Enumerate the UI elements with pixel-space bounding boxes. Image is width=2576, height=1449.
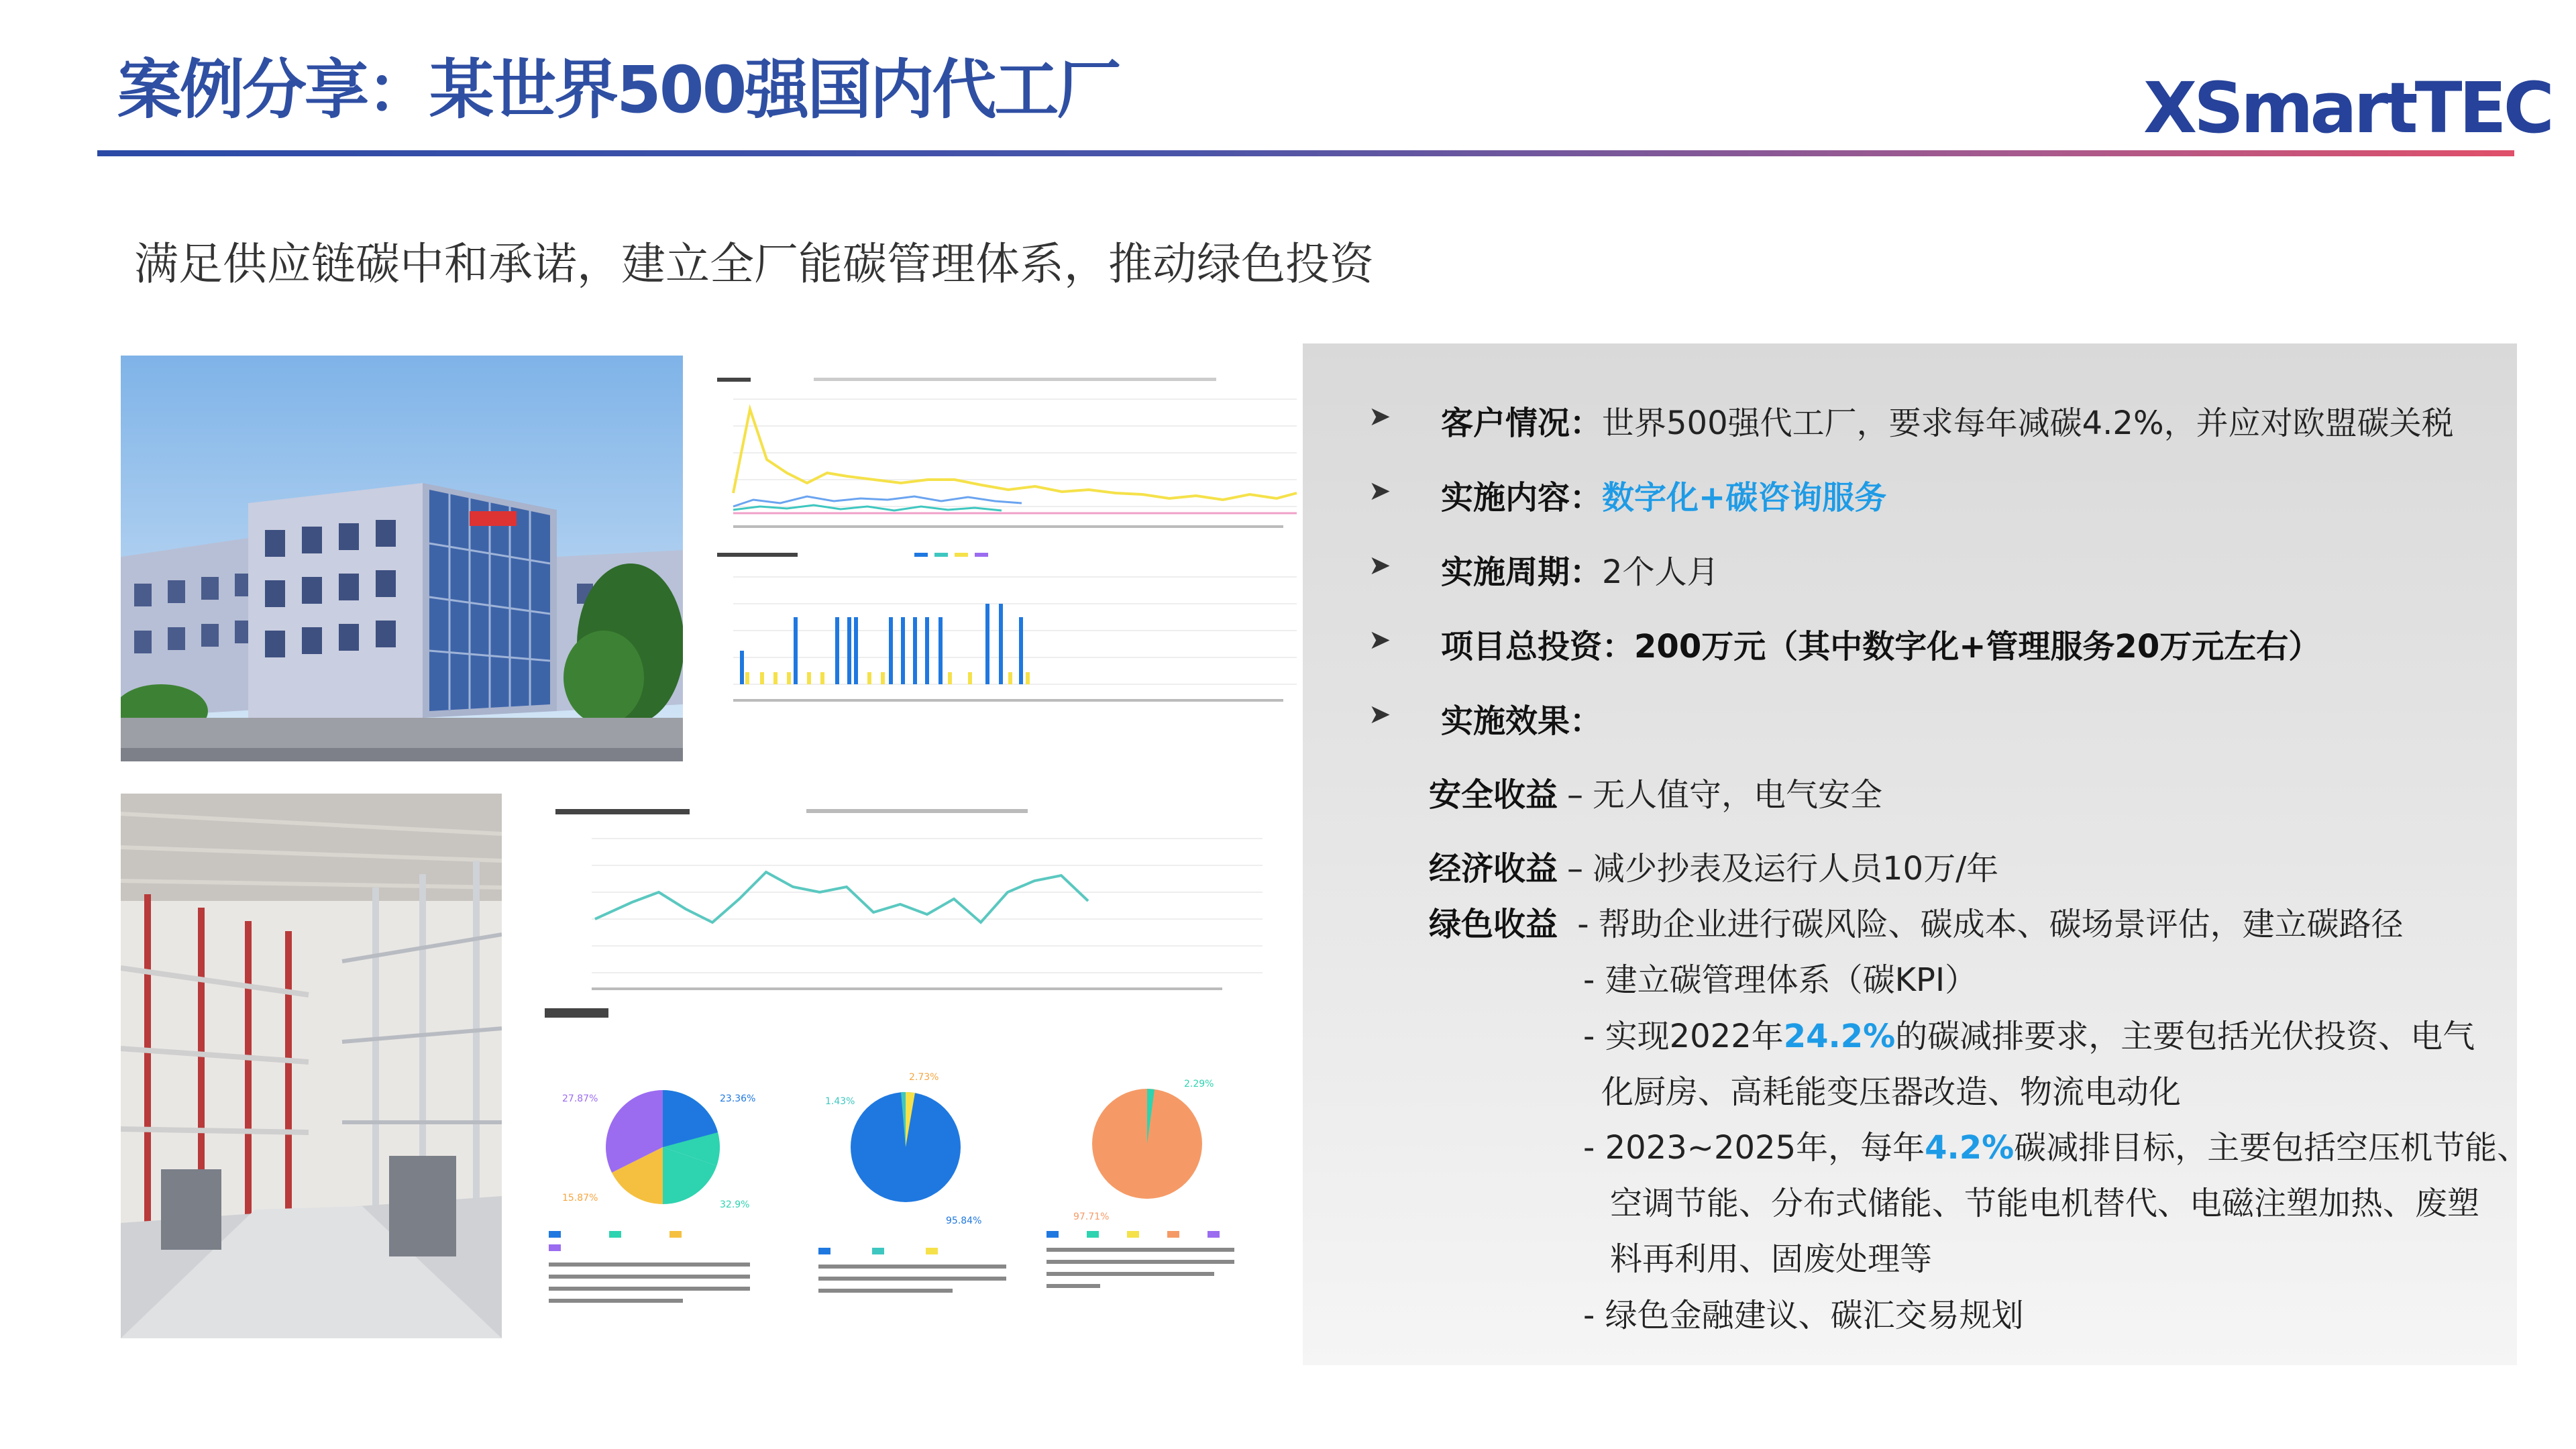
bullet-arrow-icon: ➤ bbox=[1368, 625, 1391, 655]
customer-label: 客户情况： bbox=[1441, 405, 1603, 442]
green-item-4-cont-1: 空调节能、分布式储能、节能电机替代、电磁注塑加热、废塑 bbox=[1610, 1185, 2480, 1222]
pie-1-label-3: 15.87% bbox=[562, 1193, 598, 1203]
bullet-arrow-icon: ➤ bbox=[1368, 401, 1391, 432]
green-item-4-prefix: 2023~2025年，每年 bbox=[1605, 1129, 1925, 1167]
series-line-blue bbox=[733, 496, 1022, 506]
pie-2-label-2: 1.43% bbox=[825, 1096, 855, 1107]
economic-benefit-row: 经济收益 – 减少抄表及运行人员10万/年 bbox=[1429, 850, 1999, 888]
effect-row bbox=[1368, 695, 1602, 741]
economic-label: 经济收益 bbox=[1429, 850, 1558, 888]
pie-chart-2 bbox=[818, 1046, 1060, 1322]
customer-text: 世界500强代工厂，要求每年减碳4.2%，并应对欧盟碳关税 bbox=[1602, 405, 2454, 442]
green-item-3-percent: 24.2% bbox=[1783, 1018, 1896, 1055]
dashboard-department-line-chart bbox=[551, 805, 1276, 1000]
dashboard-line-chart-top bbox=[713, 372, 1298, 539]
safety-text: 无人值守，电气安全 bbox=[1593, 776, 1883, 814]
green-item-3-prefix: 实现2022年 bbox=[1605, 1018, 1784, 1055]
pie-1-label-4: 32.9% bbox=[720, 1199, 750, 1210]
effect-label: 实施效果： bbox=[1441, 702, 1603, 740]
factory-building-photo bbox=[121, 356, 683, 761]
investment-label: 项目总投资： bbox=[1441, 628, 1635, 665]
warehouse-interior-photo bbox=[121, 794, 502, 1338]
bullet-arrow-icon: ➤ bbox=[1368, 699, 1391, 730]
safety-benefit-row: 安全收益 – 无人值守，电气安全 bbox=[1429, 776, 1883, 814]
period-label: 实施周期： bbox=[1441, 553, 1603, 591]
pie-chart-3 bbox=[1046, 1060, 1288, 1322]
series-line-yellow bbox=[733, 409, 1297, 500]
green-item-4-cont-2: 料再利用、固废处理等 bbox=[1610, 1240, 1933, 1278]
dashboard-bar-chart bbox=[713, 550, 1298, 711]
green-item-4-suffix: 碳减排目标，主要包括空压机节能、 bbox=[2014, 1129, 2530, 1167]
pie-2-label-3: 95.84% bbox=[946, 1216, 982, 1226]
pie-3-label-1: 2.29% bbox=[1184, 1079, 1214, 1089]
green-item-3-cont: 化厨房、高耗能变压器改造、物流电动化 bbox=[1601, 1073, 2182, 1111]
content-row bbox=[1368, 472, 1886, 518]
investment-row bbox=[1368, 621, 2320, 667]
green-item-1: 帮助企业进行碳风险、碳成本、碳场景评估，建立碳路径 bbox=[1598, 906, 2404, 943]
bullet-arrow-icon: ➤ bbox=[1368, 476, 1391, 506]
green-item-2-row: - 建立碳管理体系（碳KPI） bbox=[1583, 961, 1978, 999]
pie-1-slices bbox=[606, 1090, 720, 1204]
company-logo: XSmartTEC bbox=[2143, 67, 2551, 149]
content-label: 实施内容： bbox=[1441, 479, 1603, 517]
pie-1-label-2: 23.36% bbox=[720, 1093, 756, 1104]
green-item-3-suffix: 的碳减排要求，主要包括光伏投资、电气 bbox=[1895, 1018, 2475, 1055]
safety-label: 安全收益 bbox=[1429, 776, 1558, 814]
green-label: 绿色收益 bbox=[1429, 906, 1558, 943]
economic-text: 减少抄表及运行人员10万/年 bbox=[1593, 850, 1999, 888]
green-item-3-row: - 实现2022年24.2%的碳减排要求，主要包括光伏投资、电气 bbox=[1583, 1018, 2475, 1055]
green-item-5-row: - 绿色金融建议、碳汇交易规划 bbox=[1583, 1297, 2024, 1334]
green-item-2: 建立碳管理体系（碳KPI） bbox=[1605, 961, 1978, 999]
investment-text: 200万元（其中数字化+管理服务20万元左右） bbox=[1634, 628, 2321, 665]
pie-2-label-1: 2.73% bbox=[909, 1072, 939, 1083]
green-item-4-row: - 2023~2025年，每年4.2%碳减排目标，主要包括空压机节能、 bbox=[1583, 1129, 2530, 1167]
green-item-4-percent: 4.2% bbox=[1925, 1129, 2015, 1167]
bullet-arrow-icon: ➤ bbox=[1368, 550, 1391, 581]
pie-3-label-2: 97.71% bbox=[1073, 1212, 1110, 1222]
page-subtitle: 满足供应链碳中和承诺，建立全厂能碳管理体系，推动绿色投资 bbox=[134, 238, 1374, 290]
chart-title-bar bbox=[717, 378, 751, 382]
header-divider bbox=[97, 150, 2514, 156]
green-benefit-row: 绿色收益 - 帮助企业进行碳风险、碳成本、碳场景评估，建立碳路径 bbox=[1429, 906, 2404, 943]
department-series-line bbox=[595, 872, 1088, 922]
green-item-5: 绿色金融建议、碳汇交易规划 bbox=[1605, 1297, 2024, 1334]
pie-1-label-1: 27.87% bbox=[562, 1093, 598, 1104]
page-title: 案例分享：某世界500强国内代工厂 bbox=[117, 52, 1120, 127]
content-text: 数字化+碳咨询服务 bbox=[1602, 479, 1887, 517]
customer-row bbox=[1368, 397, 2454, 443]
period-text: 2个人月 bbox=[1602, 553, 1719, 591]
period-row bbox=[1368, 546, 1719, 592]
pie-chart-1 bbox=[549, 1067, 790, 1322]
evaluation-section-heading bbox=[545, 1008, 608, 1018]
